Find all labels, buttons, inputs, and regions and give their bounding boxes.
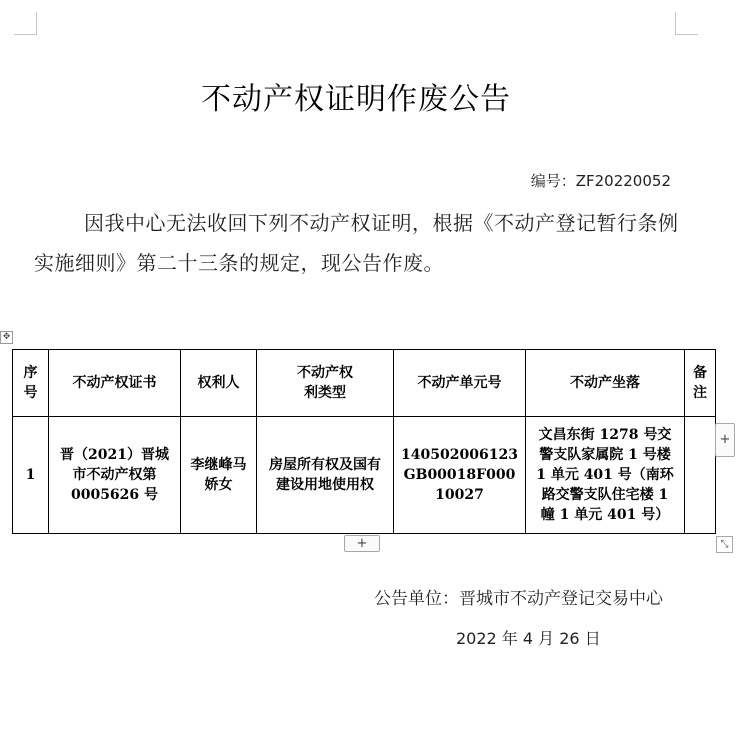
table-resize-icon[interactable]: ⤡	[716, 536, 733, 553]
page-corner-mark-top-left	[14, 12, 37, 35]
header-cert-no: 不动产权证书	[49, 350, 181, 417]
cell-right-type[interactable]: 房屋所有权及国有建设用地使用权	[257, 417, 394, 534]
table-move-icon[interactable]: ✥	[0, 331, 13, 344]
header-right-type: 不动产权利类型	[257, 350, 394, 417]
header-seq: 序号	[13, 350, 49, 417]
cell-seq[interactable]: 1	[13, 417, 49, 534]
add-column-button[interactable]: +	[715, 423, 735, 457]
add-row-button[interactable]: +	[344, 535, 380, 552]
cell-location[interactable]: 文昌东街 1278 号交警支队家属院 1 号楼 1 单元 401 号（南环路交警支队住宅楼 1 幢 1 单元 401 号）	[526, 417, 685, 534]
table-header-row	[13, 350, 716, 417]
header-remark: 备注	[685, 350, 716, 417]
table-row	[13, 417, 716, 534]
document-title: 不动产权证明作废公告	[201, 82, 511, 117]
cell-cert-no[interactable]: 晋（2021）晋城市不动产权第0005626 号	[49, 417, 181, 534]
page-corner-mark-top-right	[675, 12, 698, 35]
header-location: 不动产坐落	[526, 350, 685, 417]
issue-date: 2022 年 4 月 26 日	[456, 629, 601, 648]
header-holder: 权利人	[181, 350, 257, 417]
issuer-line: 公告单位：晋城市不动产登记交易中心	[374, 589, 663, 609]
cell-holder[interactable]: 李继峰马娇女	[181, 417, 257, 534]
cell-unit-no[interactable]: 140502006123GB00018F00010027	[394, 417, 526, 534]
document-number: 编号：ZF20220052	[530, 172, 671, 190]
cell-remark[interactable]	[685, 417, 716, 534]
certificate-table	[12, 349, 716, 534]
announcement-body: 因我中心无法收回下列不动产权证明，根据《不动产登记暂行条例实施细则》第二十三条的规定，现公告作废。	[34, 211, 679, 275]
header-unit-no: 不动产单元号	[394, 350, 526, 417]
